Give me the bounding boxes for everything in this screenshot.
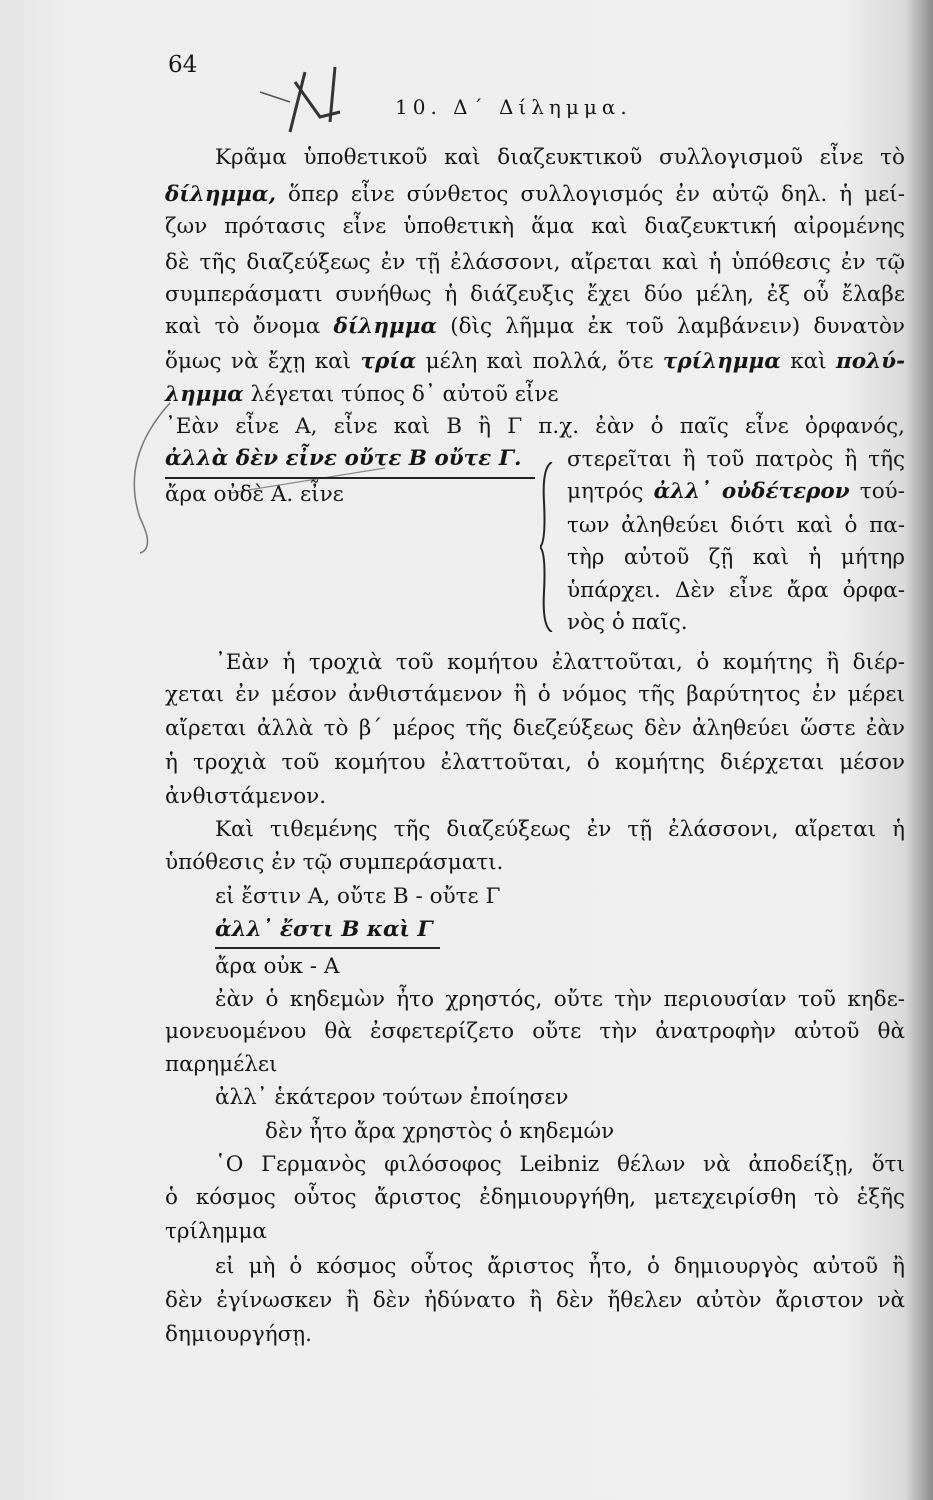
comet-line-2: χεται ἐν μέσον ἀνθιστάμενον ἢ ὁ νόμος τῆς βαρύτητος ἐν μέρει xyxy=(165,682,905,707)
final-line-2: δὲν ἐγίνωσκεν ἢ δὲν ἠδύνατο ἢ δὲν ἤθελεν αὐτὸν ἄριστον νὰ xyxy=(165,1288,905,1313)
intro-line-6: καὶ τὸ ὄνομα δίλημμα (δὶς λῆμμα ἐκ τοῦ λαμβάνειν) δυνατὸν xyxy=(165,314,905,339)
schema-major: εἰ ἔστιν Α, οὔτε Β - οὔτε Γ xyxy=(215,884,501,909)
page-number: 64 xyxy=(168,52,198,78)
syllogism-rule xyxy=(165,477,535,479)
brace xyxy=(540,462,554,632)
comet-line-5: ἀνθιστάμενον. xyxy=(165,784,327,809)
guardian-line-2: μονευομένου θὰ ἐσφετερίζετο οὔτε τὴν ἀνατροφὴν αὐτοῦ θὰ xyxy=(165,1019,905,1044)
comet-line-4: ἡ τροχιὰ τοῦ κομήτου ἐλαττοῦται, ὁ κομήτης διέρχεται μέσον xyxy=(165,750,905,775)
guardian-conclusion: δὲν ἦτο ἄρα χρηστὸς ὁ κηδεμών xyxy=(265,1119,615,1144)
intro-line-7: ὅμως νὰ ἔχῃ καὶ τρία μέλη καὶ πολλά, ὅτε τρίλημμα καὶ πολύ- xyxy=(165,349,905,374)
intro-line-3: ζων πρότασις εἶνε ὑποθετικὴ ἅμα καὶ διαζευκτική αἰρομένης xyxy=(165,214,905,239)
comet-line-1: ᾽Εὰν ἡ τροχιὰ τοῦ κομήτου ἐλαττοῦται, ὁ κομήτης ἢ διέρ- xyxy=(215,650,905,675)
schema-minor: ἀλλ᾽ ἔστι Β καὶ Γ xyxy=(215,917,433,942)
tithemenes-line-2: ὑπόθεσις ἐν τῷ συμπεράσματι. xyxy=(165,850,504,875)
right-col-line-5: ὑπάρχει. Δὲν εἶνε ἄρα ὀρφα- xyxy=(567,578,905,603)
intro-line-5: συμπεράσματι συνήθως ἡ διάζευξις ἔχει δύο μέλη, ἐξ οὗ ἔλαβε xyxy=(165,282,905,307)
right-col-line-4: τὴρ αὐτοῦ ζῇ καὶ ἡ μήτηρ xyxy=(567,545,905,570)
left-col-minor: ἀλλὰ δὲν εἶνε οὔτε Β οὔτε Γ. xyxy=(165,446,522,471)
leibniz-line-3: τρίλημμα xyxy=(165,1219,267,1244)
intro-line-4: δὲ τῆς διαζεύξεως ἐν τῇ ἐλάσσονι, αἴρεται καὶ ἡ ὑπόθεσις ἐν τῷ xyxy=(165,250,905,275)
leibniz-line-1: ῾Ο Γερμανὸς φιλόσοφος Leibniz θέλων νὰ ἀποδείξῃ, ὅτι xyxy=(215,1152,905,1177)
margin-annotation-text xyxy=(310,58,311,59)
pencil-margin-annotation xyxy=(250,62,370,142)
right-col-line-6: νὸς ὁ παῖς. xyxy=(567,610,688,635)
leibniz-line-2: ὁ κόσμος οὗτος ἄριστος ἐδημιουργήθη, μετεχειρίσθη τὸ ἑξῆς xyxy=(165,1185,905,1210)
intro-line-8: λημμα λέγεται τύπος δ᾽ αὐτοῦ εἶνε xyxy=(165,382,559,407)
guardian-line-1: ἐὰν ὁ κηδεμὼν ἦτο χρηστός, οὔτε τὴν περιουσίαν τοῦ κηδε- xyxy=(215,987,905,1012)
intro-line-2: δίλημμα, ὅπερ εἶνε σύνθετος συλλογισμός ἐν αὐτῷ δηλ. ἡ μεί- xyxy=(165,182,905,207)
schema-rule xyxy=(215,947,440,949)
guardian-minor: ἀλλ᾽ ἑκάτερον τούτων ἐποίησεν xyxy=(215,1085,569,1110)
schema-conclusion: ἄρα οὐκ - Α xyxy=(215,954,340,979)
right-col-line-3: των ἀληθεύει διότι καὶ ὁ πα- xyxy=(567,513,905,538)
right-col-line-1: στερεῖται ἢ τοῦ πατρὸς ἢ τῆς xyxy=(567,447,905,472)
intro-line-1: Κρᾶμα ὑποθετικοῦ καὶ διαζευκτικοῦ συλλογισμοῦ εἶνε τὸ xyxy=(215,145,905,170)
left-col-conclusion: ἄρα οὐδὲ Α. εἶνε xyxy=(165,482,344,507)
right-col-line-2: μητρός ἀλλ᾽ οὐδέτερον τού- xyxy=(567,479,905,504)
section-heading: 10. Δ΄ Δίλημμα. xyxy=(395,95,632,119)
final-line-1: εἰ μὴ ὁ κόσμος οὗτος ἄριστος ἦτο, ὁ δημιουργὸς αὐτοῦ ἢ xyxy=(215,1254,905,1279)
guardian-line-3: παρημέλει xyxy=(165,1052,278,1077)
comet-line-3: αἴρεται ἀλλὰ τὸ β΄ μέρος τῆς διεζεύξεως δὲν ἀληθεύει ὥστε ἐὰν xyxy=(165,716,905,741)
tithemenes-line-1: Καὶ τιθεμένης τῆς διαζεύξεως ἐν τῇ ἐλάσσονι, αἴρεται ἡ xyxy=(215,817,905,842)
example-line: ᾽Εὰν εἶνε Α, εἶνε καὶ Β ἢ Γ π.χ. ἐὰν ὁ παῖς εἶνε ὀρφανός, xyxy=(165,414,905,439)
final-line-3: δημιουργήσῃ. xyxy=(165,1322,313,1347)
